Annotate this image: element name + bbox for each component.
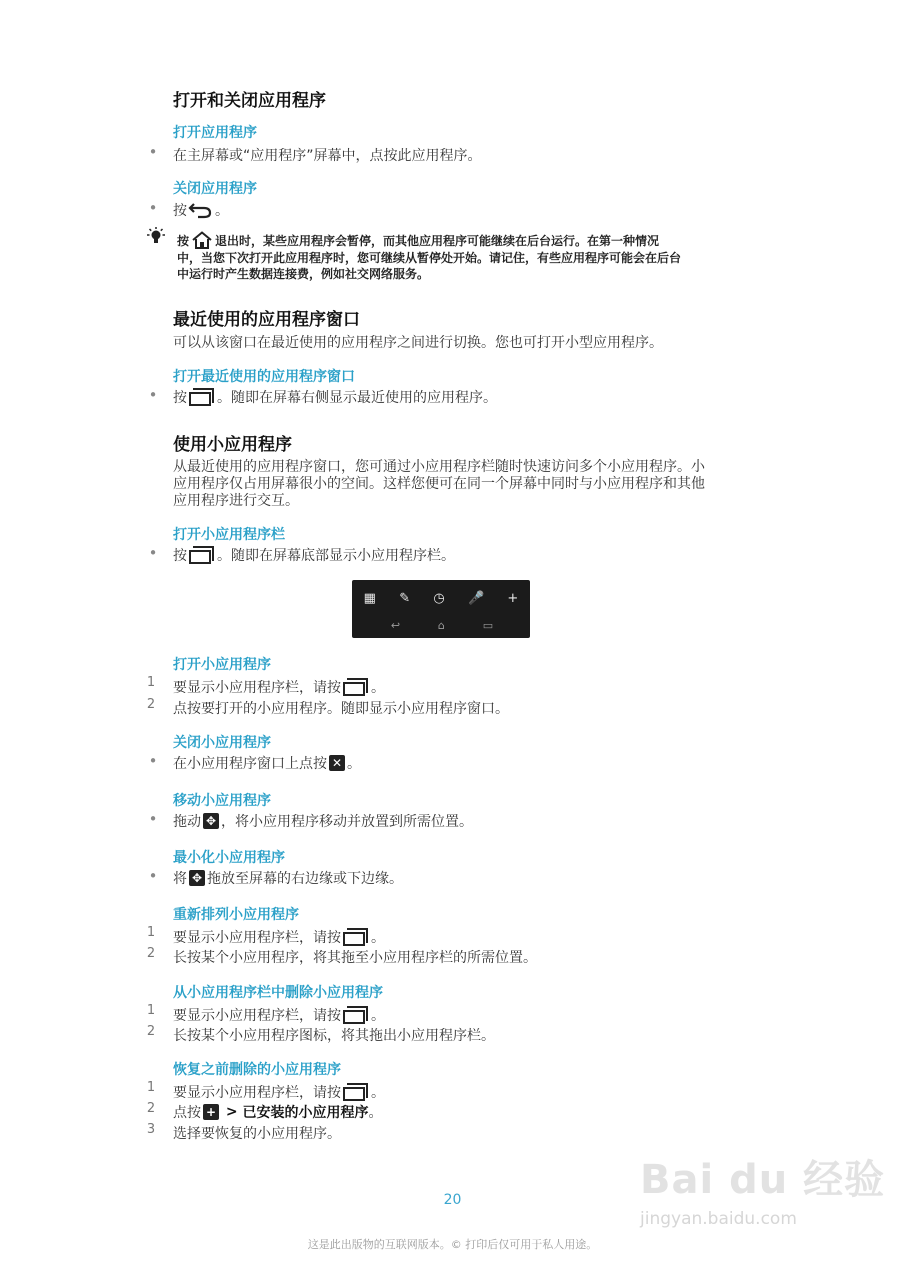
- recent-apps-icon: ▭: [482, 618, 494, 632]
- step-text-pre: 要显示小应用程序栏，请按: [173, 1085, 341, 1101]
- bullet: •: [148, 199, 158, 217]
- bullet: •: [148, 386, 158, 404]
- heading-minimize-small-app: 最小化小应用程序: [173, 850, 285, 866]
- step-number: 1: [146, 1080, 156, 1095]
- heading-open-small-app: 打开小应用程序: [173, 657, 271, 673]
- step-text-post: 。: [371, 1085, 385, 1101]
- close-app-post: 。: [215, 203, 229, 219]
- close-small-post: 。: [347, 756, 361, 772]
- close-icon: ✕: [329, 755, 345, 771]
- heading-move-small-app: 移动小应用程序: [173, 793, 271, 809]
- small-apps-desc-2: 应用程序仅占用屏幕很小的空间。这样您便可在同一个屏幕中同时与小应用程序和其他: [173, 476, 705, 492]
- restore-step-1: [173, 1082, 385, 1102]
- reorder-step-2: 长按某个小应用程序，将其拖至小应用程序栏的所需位置。: [173, 950, 537, 966]
- move-small-app-line: [173, 811, 473, 831]
- open-small-app-step-2: 点按要打开的小应用程序。随即显示小应用程序窗口。: [173, 701, 509, 717]
- section-title-open-close: 打开和关闭应用程序: [173, 91, 326, 111]
- minimize-small-app-line: [173, 868, 403, 888]
- tip-text-1: 退出时，某些应用程序会暂停，而其他应用程序可能继续在后台运行。在第一种情况: [215, 233, 660, 248]
- timer-icon: ◷: [433, 590, 445, 606]
- open-recent-apps-line: [173, 387, 497, 407]
- minimize-post: 拖放至屏幕的右边缘或下边缘。: [207, 871, 403, 887]
- move-icon: ✥: [203, 813, 219, 829]
- open-bar-line: [173, 545, 455, 565]
- step-text-pre: 要显示小应用程序栏，请按: [173, 680, 341, 696]
- back-icon: ↩: [390, 618, 401, 632]
- plus-icon: +: [507, 590, 519, 606]
- open-bar-pre: 按: [173, 548, 187, 564]
- small-apps-desc-1: 从最近使用的应用程序窗口，您可通过小应用程序栏随时快速访问多个小应用程序。小: [173, 459, 705, 475]
- heading-open-small-app-bar: 打开小应用程序栏: [173, 527, 285, 543]
- recent-apps-icon: [343, 928, 369, 946]
- close-app-pre: 按: [173, 203, 187, 219]
- heading-open-recent-apps: 打开最近使用的应用程序窗口: [173, 369, 355, 385]
- step-text-post: 。: [371, 680, 385, 696]
- restore-step-2: [173, 1102, 382, 1122]
- microphone-icon: 🎤: [467, 590, 485, 606]
- move-post: ，将小应用程序移动并放置到所需位置。: [221, 814, 473, 830]
- heading-close-app: 关闭应用程序: [173, 181, 257, 197]
- small-apps-desc-3: 应用程序进行交互。: [173, 493, 299, 509]
- recent-apps-icon: [343, 678, 369, 696]
- footer-note: 这是此出版物的互联网版本。© 打印后仅可用于私人用途。: [307, 1238, 598, 1251]
- baidu-jingyan-watermark: [640, 1148, 885, 1229]
- back-icon: [188, 201, 214, 219]
- step-number: 2: [146, 946, 156, 961]
- bullet: •: [148, 752, 158, 770]
- heading-close-small-app: 关闭小应用程序: [173, 735, 271, 751]
- step-text-pre: 要显示小应用程序栏，请按: [173, 930, 341, 946]
- step-number: 2: [146, 1024, 156, 1039]
- step-number: 1: [146, 925, 156, 940]
- watermark-brand: Bai du 经验: [640, 1157, 886, 1203]
- step-number: 2: [146, 1101, 156, 1116]
- add-icon: +: [203, 1104, 219, 1120]
- remove-step-1: [173, 1005, 385, 1025]
- heading-open-app: 打开应用程序: [173, 125, 257, 141]
- restore-step-3: 选择要恢复的小应用程序。: [173, 1126, 341, 1142]
- step-number: 2: [146, 697, 156, 712]
- minimize-pre: 将: [173, 871, 187, 887]
- step-text-post: 。: [371, 1008, 385, 1024]
- open-recent-pre: 按: [173, 390, 187, 406]
- tip-pre: 按: [177, 233, 190, 248]
- heading-remove-small-app: 从小应用程序栏中删除小应用程序: [173, 985, 383, 1001]
- close-app-line: [173, 200, 229, 220]
- tip-text-3: 中运行时产生数据连接费，例如社交网络服务。: [177, 267, 430, 281]
- tip-bulb-icon: [146, 227, 166, 247]
- open-recent-post: 。随即在屏幕右侧显示最近使用的应用程序。: [217, 390, 497, 406]
- widget-grid-icon: ▦: [363, 590, 376, 606]
- open-small-app-step-1: [173, 677, 385, 697]
- step-number: 3: [146, 1122, 156, 1137]
- heading-reorder-small-apps: 重新排列小应用程序: [173, 907, 299, 923]
- step-text-pre: 点按: [173, 1105, 201, 1121]
- step-text-post: 。: [368, 1105, 383, 1121]
- page-number: 20: [443, 1192, 462, 1208]
- move-icon: ✥: [189, 870, 205, 886]
- recent-apps-description: 可以从该窗口在最近使用的应用程序之间进行切换。您也可打开小型应用程序。: [173, 335, 663, 351]
- step-number: 1: [146, 1003, 156, 1018]
- step-number: 1: [146, 675, 156, 690]
- reorder-step-1: [173, 927, 385, 947]
- remove-step-2: 长按某个小应用程序图标，将其拖出小应用程序栏。: [173, 1028, 495, 1044]
- recent-apps-icon: [189, 388, 215, 406]
- tip-text-2: 中，当您下次打开此应用程序时，您可继续从暂停处开始。请记住，有些应用程序可能会在后台: [177, 251, 682, 265]
- close-small-app-line: [173, 753, 361, 773]
- step-text-pre: 要显示小应用程序栏，请按: [173, 1008, 341, 1024]
- menu-separator: >: [221, 1104, 243, 1120]
- home-icon: ⌂: [437, 618, 445, 632]
- recent-apps-icon: [189, 546, 215, 564]
- pencil-icon: ✎: [399, 590, 411, 606]
- recent-apps-icon: [343, 1083, 369, 1101]
- installed-small-apps-label: 已安装的小应用程序: [242, 1105, 369, 1121]
- open-app-text: 在主屏幕或“应用程序”屏幕中，点按此应用程序。: [173, 148, 482, 164]
- bullet: •: [148, 143, 158, 161]
- section-title-small-apps: 使用小应用程序: [173, 435, 292, 455]
- home-icon: [191, 231, 213, 249]
- close-small-pre: 在小应用程序窗口上点按: [173, 756, 327, 772]
- heading-restore-small-app: 恢复之前删除的小应用程序: [173, 1062, 341, 1078]
- tip-line-1: [177, 231, 659, 249]
- recent-apps-icon: [343, 1006, 369, 1024]
- step-text-post: 。: [371, 930, 385, 946]
- small-app-bar-screenshot: [352, 580, 530, 638]
- bullet: •: [148, 544, 158, 562]
- open-bar-post: 。随即在屏幕底部显示小应用程序栏。: [217, 548, 455, 564]
- move-pre: 拖动: [173, 814, 201, 830]
- section-title-recent-apps: 最近使用的应用程序窗口: [173, 310, 360, 330]
- bullet: •: [148, 810, 158, 828]
- bullet: •: [148, 867, 158, 885]
- watermark-url: jingyan.baidu.com: [640, 1209, 797, 1229]
